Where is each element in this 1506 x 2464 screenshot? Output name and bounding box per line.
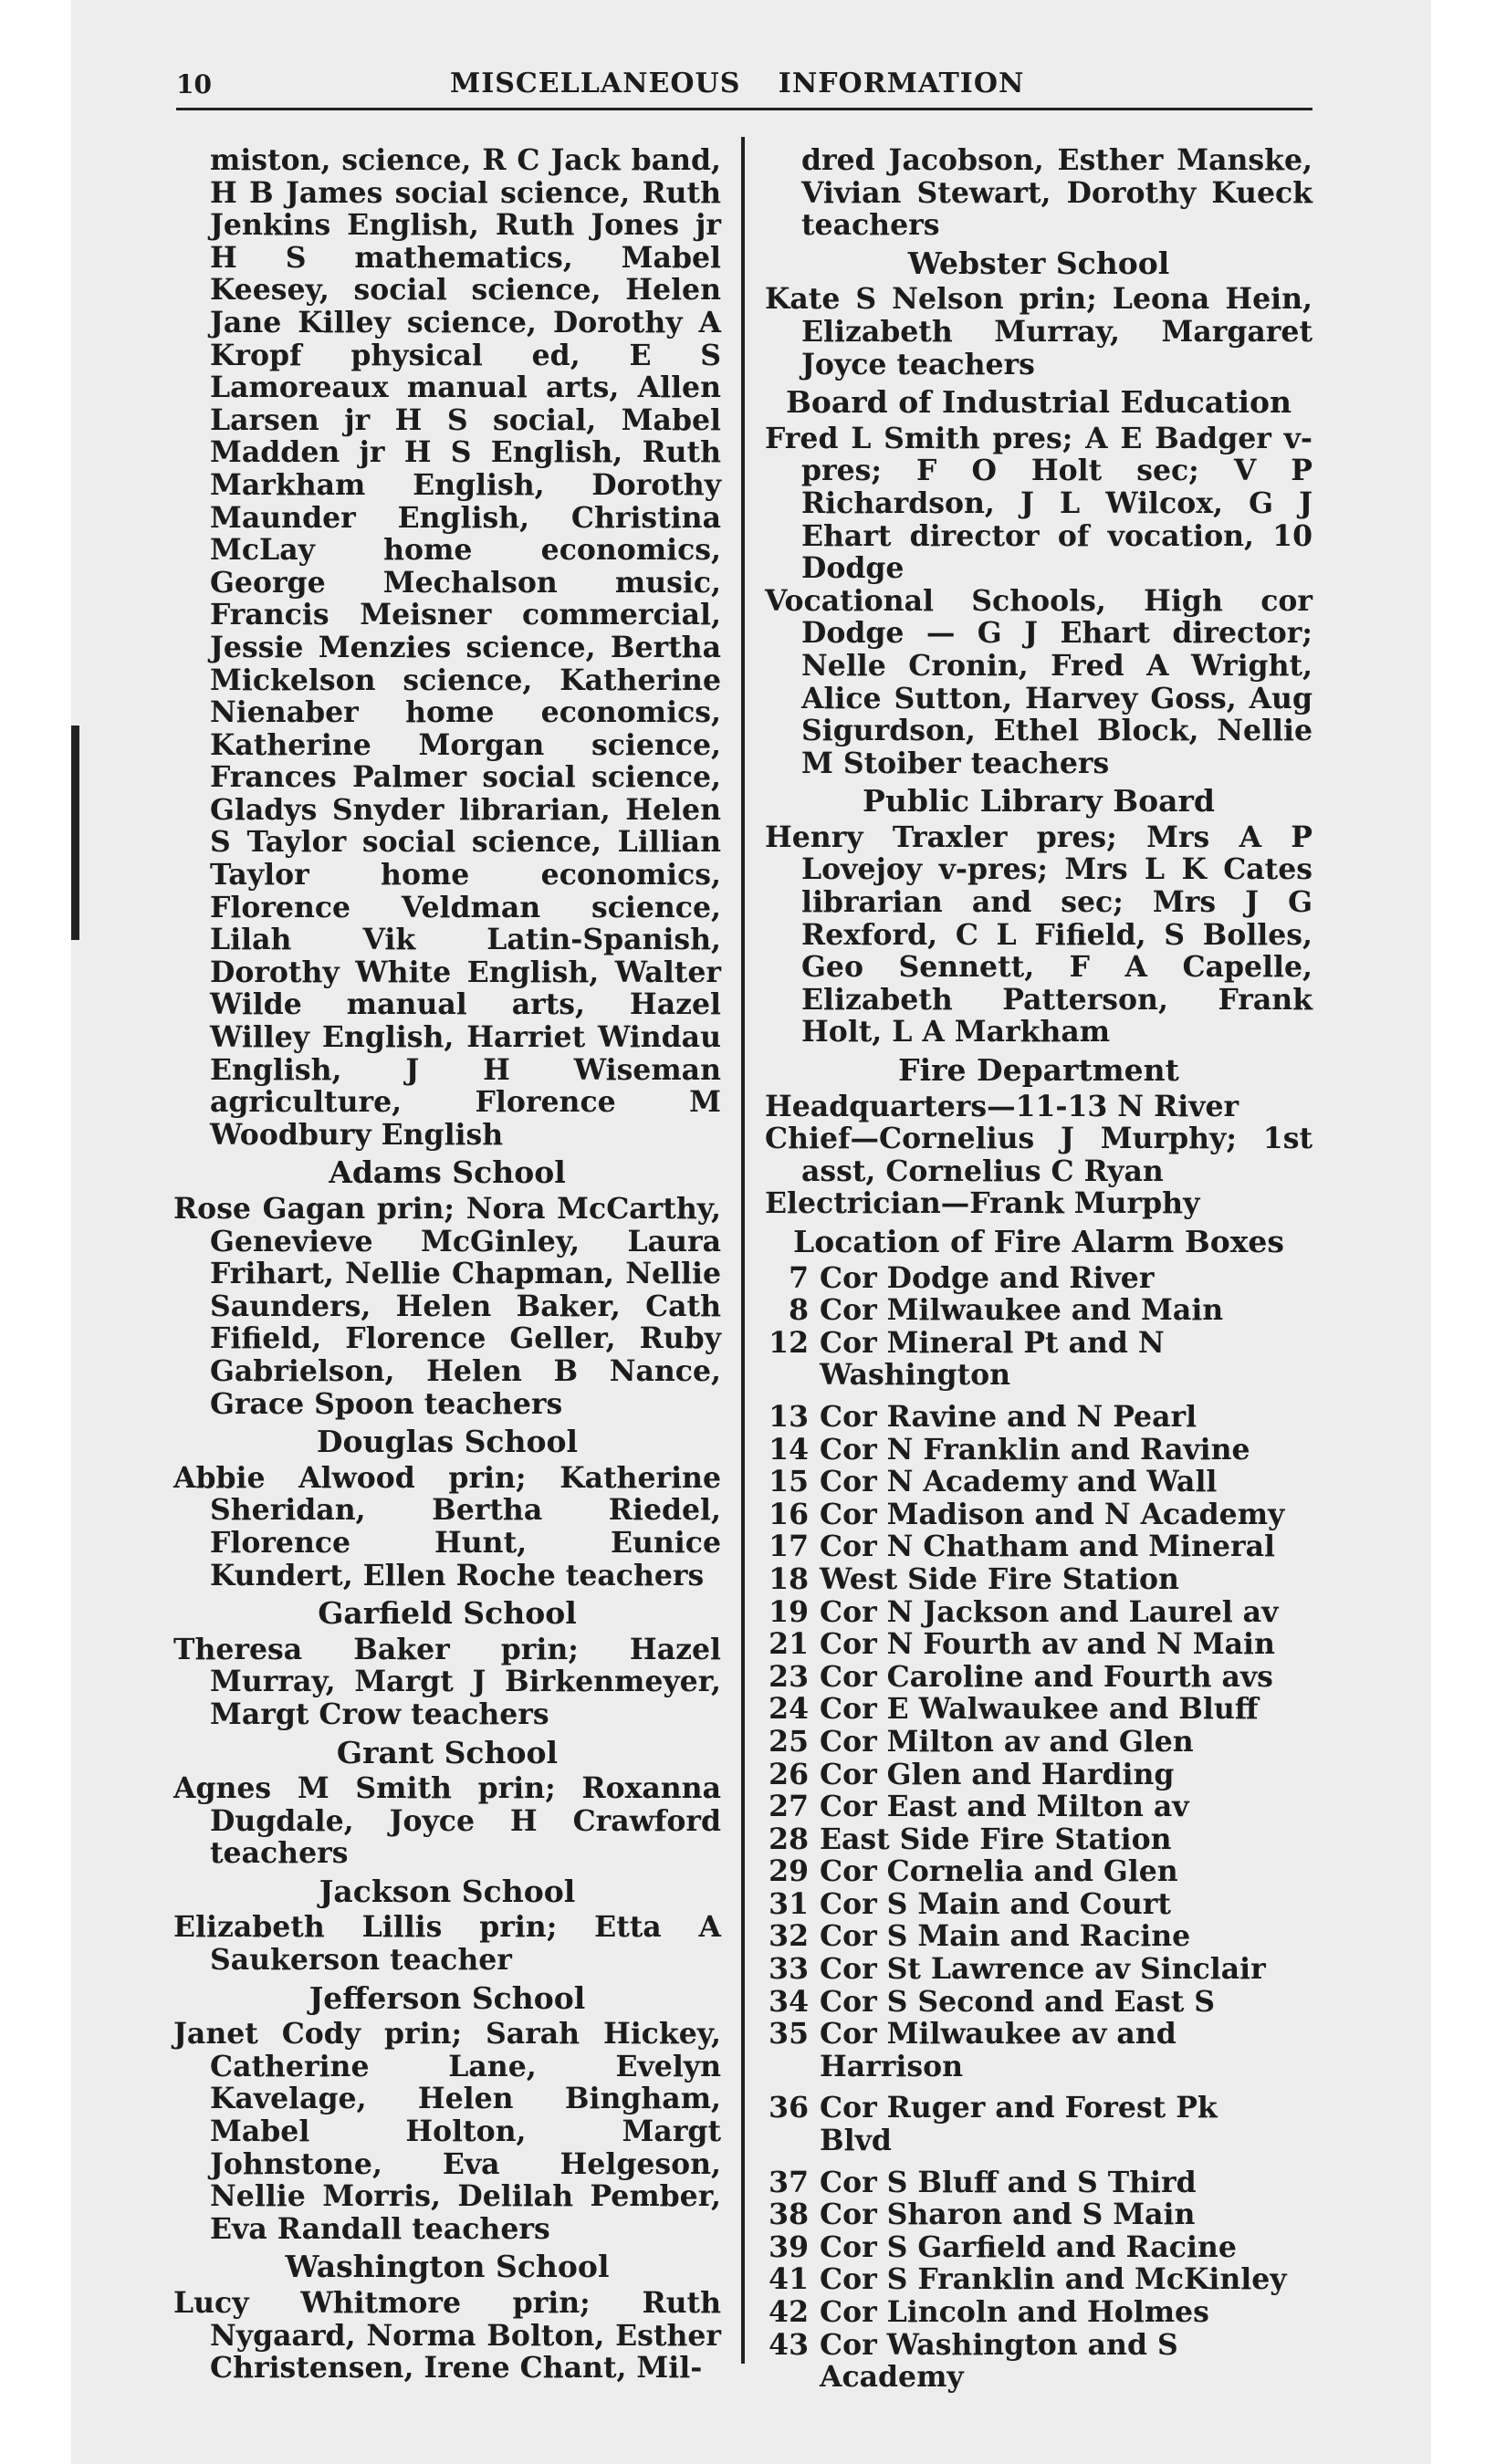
box-location: Cor S Garfield and Racine <box>820 2229 1237 2264</box>
fire-alarm-box <box>765 1726 1313 1759</box>
industrial-education-board: Fred L Smith pres; A E Badger v-pres; F O Holt sec; V P Richardson, J L Wilcox, G J Ehart director of vocation, 10 Dodge <box>765 421 1313 586</box>
box-number: 16 <box>769 1497 809 1531</box>
faculty-list-continued: miston, science, R C Jack band, H B James social science, Ruth Jenkins English, Ruth Jones jr H S mathematics, Mabel Keesey, social science, Helen Jane Killey science, Dorothy A Kropf physical ed, E S Lamoreaux manual arts, Allen Larsen jr H S social, Mabel Madden jr H S English, Ruth Markham English, Dorothy Maunder English, Christina McLay home economics, George Mechalson music, Francis Meisner commercial, Jessie Menzies science, Bertha Mickelson science, Katherine Nienaber home economics, Katherine Morgan science, Frances Palmer social science, Gladys Snyder librarian, Helen S Taylor social science, Lillian Taylor home economics, Florence Veldman science, Lilah Vik Latin-Spanish, Dorothy White English, Walter Wilde manual arts, Hazel Willey English, Harriet Windau English, J H Wiseman agriculture, Florence M Woodbury English <box>210 143 721 1152</box>
box-number: 13 <box>769 1399 809 1434</box>
box-number: 15 <box>769 1465 809 1499</box>
jefferson-school-staff: Janet Cody prin; Sarah Hickey, Catherine Lane, Evelyn Kavelage, Helen Bingham, Mabel Holton, Margt Johnstone, Eva Helgeson, Nellie Morris, Delilah Pember, Eva Randall teachers <box>173 2017 721 2246</box>
fire-alarm-box <box>765 2263 1313 2296</box>
box-location: Cor East and Milton av <box>820 1790 1189 1824</box>
fire-alarm-box <box>765 1823 1313 1856</box>
jackson-school-heading: Jackson School <box>319 1873 576 1909</box>
scan-edge-mark <box>71 726 79 940</box>
fire-alarm-box <box>765 2018 1313 2083</box>
fire-alarm-box <box>765 1327 1313 1392</box>
webster-school-staff: Kate S Nelson prin; Leona Hein, Elizabeth Murray, Margaret Joyce teachers <box>765 282 1313 381</box>
box-number: 7 <box>789 1260 809 1295</box>
adams-school-heading: Adams School <box>329 1154 566 1191</box>
vocational-schools: Vocational Schools, High cor Dodge — G J Ehart director; Nelle Cronin, Fred A Wright, Alice Sutton, Harvey Goss, Aug Sigurdson, Ethel Block, Nellie M Stoiber teachers <box>765 583 1313 780</box>
fire-department-heading: Fire Department <box>898 1052 1179 1089</box>
box-number: 8 <box>789 1293 809 1328</box>
page-number: 10 <box>176 69 212 99</box>
fire-alarm-box <box>765 2329 1313 2394</box>
grant-school-heading: Grant School <box>336 1734 559 1770</box>
washington-school-heading: Washington School <box>285 2249 610 2285</box>
box-location: Cor Milwaukee and Main <box>820 1293 1224 1328</box>
box-location: Cor St Lawrence av Sinclair <box>820 1952 1266 1987</box>
box-location: Cor S Franklin and McKinley <box>820 2262 1287 2297</box>
jackson-school-staff: Elizabeth Lillis prin; Etta A Saukerson teacher <box>173 1910 721 1978</box>
box-location: East Side Fire Station <box>820 1822 1172 1856</box>
fire-alarm-box <box>765 1498 1313 1531</box>
adams-school-staff: Rose Gagan prin; Nora McCarthy, Genevieve McGinley, Laura Frihart, Nellie Chapman, Nellie Saunders, Helen Baker, Cath Fifield, Florence Geller, Ruby Gabrielson, Helen B Nance, Grace Spoon teachers <box>173 1192 721 1421</box>
jefferson-school-heading: Jefferson School <box>309 1979 586 2016</box>
box-number: 29 <box>769 1854 809 1889</box>
fire-alarm-box <box>765 1920 1313 1953</box>
box-number: 26 <box>769 1757 809 1791</box>
box-number: 21 <box>769 1627 809 1662</box>
fire-headquarters: Headquarters—11-13 N River <box>765 1089 1239 1123</box>
box-location: Cor Lincoln and Holmes <box>820 2295 1209 2329</box>
box-number: 35 <box>769 2017 809 2052</box>
box-location: Cor N Franklin and Ravine <box>820 1432 1250 1467</box>
fire-alarm-box <box>765 1563 1313 1596</box>
fire-alarm-box <box>765 1888 1313 1921</box>
fire-alarm-box <box>765 2198 1313 2231</box>
box-location: Cor Glen and Harding <box>820 1757 1175 1791</box>
box-number: 33 <box>769 1952 809 1987</box>
box-number: 25 <box>769 1724 809 1759</box>
box-location: Cor N Chatham and Mineral <box>820 1530 1276 1564</box>
fire-alarm-box <box>765 2166 1313 2199</box>
box-number: 27 <box>769 1790 809 1824</box>
douglas-school-heading: Douglas School <box>316 1424 579 1460</box>
industrial-education-heading: Board of Industrial Education <box>785 384 1292 421</box>
garfield-school-staff: Theresa Baker prin; Hazel Murray, Margt J Birkenmeyer, Margt Crow teachers <box>173 1632 721 1731</box>
box-location: Cor Mineral Pt and N Washington <box>820 1325 1165 1393</box>
box-location: Cor Cornelia and Glen <box>820 1854 1178 1889</box>
box-location: Cor Ruger and Forest Pk Blvd <box>820 2091 1218 2158</box>
fire-alarm-box <box>765 1466 1313 1498</box>
box-location: Cor S Bluff and S Third <box>820 2165 1197 2199</box>
box-location: Cor Madison and N Academy <box>820 1497 1285 1531</box>
fire-alarm-box <box>765 1434 1313 1467</box>
box-location: Cor E Walwaukee and Bluff <box>820 1692 1259 1727</box>
library-board-heading: Public Library Board <box>863 783 1215 820</box>
box-number: 28 <box>769 1822 809 1856</box>
box-number: 14 <box>769 1432 809 1467</box>
fire-alarm-box <box>765 2231 1313 2264</box>
fire-alarm-box <box>765 1294 1313 1327</box>
box-location: Cor N Jackson and Laurel av <box>820 1594 1279 1629</box>
box-number: 42 <box>769 2295 809 2329</box>
box-number: 39 <box>769 2229 809 2264</box>
fire-alarm-box <box>765 1262 1313 1295</box>
left-column <box>173 144 721 2385</box>
washington-school-staff: Lucy Whitmore prin; Ruth Nygaard, Norma Bolton, Esther Christensen, Irene Chant, Mil- <box>173 2286 721 2386</box>
box-location: Cor Washington and S Academy <box>820 2327 1178 2395</box>
right-column <box>765 144 1313 2403</box>
box-location: West Side Fire Station <box>820 1561 1179 1596</box>
fire-alarm-box <box>765 1530 1313 1563</box>
box-number: 37 <box>769 2165 809 2199</box>
box-location: Cor Sharon and S Main <box>820 2198 1196 2232</box>
fire-alarm-box <box>765 1986 1313 2019</box>
fire-alarm-box <box>765 1628 1313 1661</box>
fire-alarm-box-list <box>765 1262 1313 2394</box>
box-number: 43 <box>769 2327 809 2362</box>
running-title: MISCELLANEOUS INFORMATION <box>450 68 1025 99</box>
box-number: 23 <box>769 1659 809 1694</box>
header-rule <box>176 108 1313 110</box>
column-divider <box>741 137 745 2364</box>
fire-alarm-box <box>765 1401 1313 1434</box>
box-location: Cor Caroline and Fourth avs <box>820 1659 1273 1694</box>
box-location: Cor Ravine and N Pearl <box>820 1399 1197 1434</box>
fire-alarm-box <box>765 1596 1313 1629</box>
box-location: Cor Milwaukee av and Harrison <box>820 2017 1177 2083</box>
fire-alarm-box <box>765 1759 1313 1791</box>
box-number: 36 <box>769 2091 809 2125</box>
box-number: 24 <box>769 1692 809 1727</box>
fire-alarm-box <box>765 1693 1313 1726</box>
fire-alarm-boxes-heading: Location of Fire Alarm Boxes <box>793 1224 1284 1259</box>
webster-school-heading: Webster School <box>907 245 1170 281</box>
box-location: Cor N Fourth av and N Main <box>820 1627 1275 1662</box>
fire-electrician: Electrician—Frank Murphy <box>765 1186 1200 1221</box>
box-location: Cor S Second and East S <box>820 1984 1215 2019</box>
fire-chief: Chief—Cornelius J Murphy; 1st asst, Cornelius C Ryan <box>765 1122 1313 1188</box>
box-number: 17 <box>769 1530 809 1564</box>
douglas-school-staff: Abbie Alwood prin; Katherine Sheridan, Bertha Riedel, Florence Hunt, Eunice Kundert, Ellen Roche teachers <box>173 1460 721 1592</box>
washington-staff-continued: dred Jacobson, Esther Manske, Vivian Stewart, Dorothy Kueck teachers <box>801 143 1313 243</box>
box-location: Cor N Academy and Wall <box>820 1465 1218 1499</box>
garfield-school-heading: Garfield School <box>318 1595 577 1632</box>
library-board-members: Henry Traxler pres; Mrs A P Lovejoy v-pres; Mrs L K Cates librarian and sec; Mrs J G Rexford, C L Fifield, S Bolles, Geo Sennett, F A Capelle, Elizabeth Patterson, Frank Holt, L A Markham <box>765 820 1313 1049</box>
fire-alarm-box <box>765 1791 1313 1823</box>
grant-school-staff: Agnes M Smith prin; Roxanna Dugdale, Joyce H Crawford teachers <box>173 1771 721 1871</box>
box-number: 41 <box>769 2262 809 2297</box>
box-location: Cor Dodge and River <box>820 1260 1155 1295</box>
box-location: Cor S Main and Racine <box>820 1919 1191 1954</box>
box-number: 18 <box>769 1561 809 1596</box>
fire-alarm-box <box>765 1661 1313 1694</box>
box-number: 31 <box>769 1886 809 1921</box>
fire-alarm-box <box>765 2092 1313 2156</box>
box-location: Cor S Main and Court <box>820 1886 1171 1921</box>
box-number: 32 <box>769 1919 809 1954</box>
fire-alarm-box <box>765 1953 1313 1986</box>
fire-alarm-box <box>765 2296 1313 2329</box>
box-number: 38 <box>769 2198 809 2232</box>
fire-alarm-box <box>765 1855 1313 1888</box>
box-number: 34 <box>769 1984 809 2019</box>
box-number: 12 <box>769 1325 809 1360</box>
box-location: Cor Milton av and Glen <box>820 1724 1194 1759</box>
page-header <box>176 64 1313 104</box>
box-number: 19 <box>769 1594 809 1629</box>
